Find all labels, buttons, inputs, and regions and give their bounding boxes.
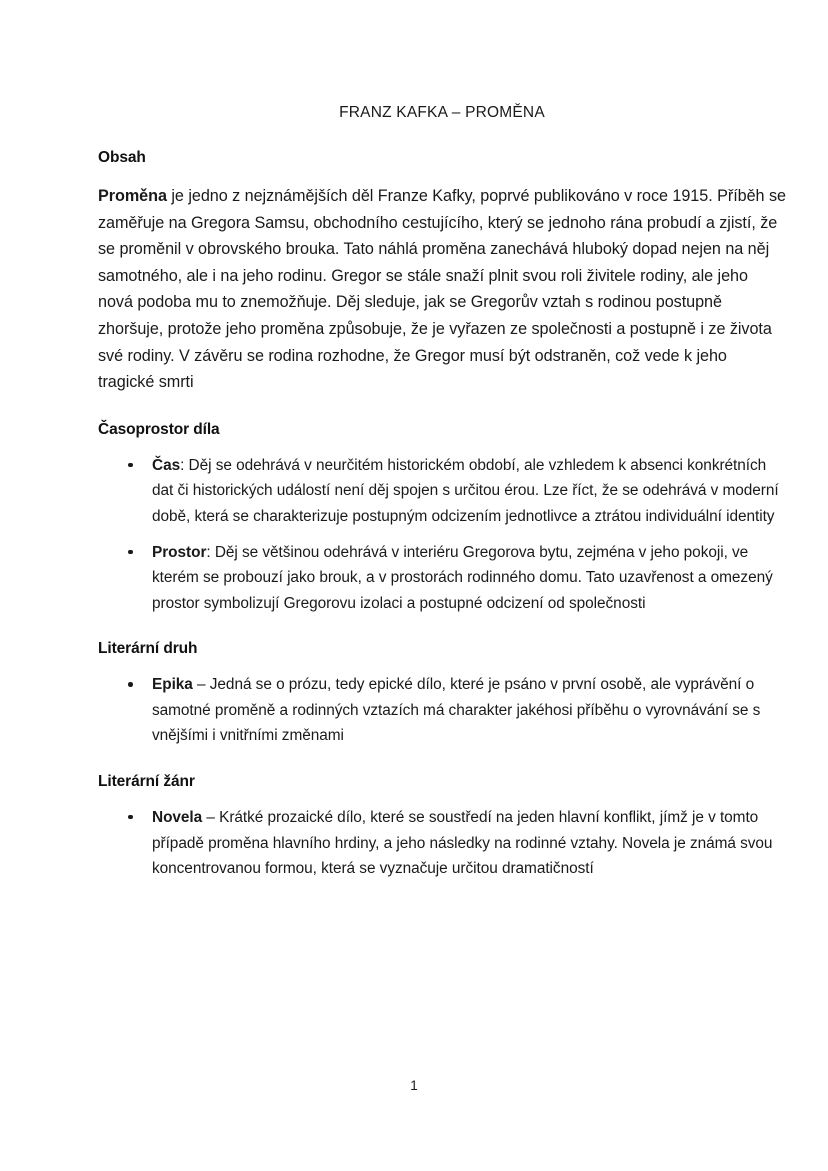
paragraph-obsah — [98, 169, 786, 396]
bullet-dot-icon — [128, 550, 133, 555]
paragraph-lead-bold: Proměna — [98, 187, 167, 206]
bullet-list-literarni-druh — [98, 660, 786, 749]
list-item — [98, 672, 786, 749]
list-item-text: : Děj se většinou odehrává v interiéru Gregorova bytu, zejména v jeho pokoji, ve kterém se probouzí jako brouk, a v prostorách rodinného domu. Tato uzavřenost a omezený prostor symbolizují Gregorovu izolaci a postupné odcizení od společnosti — [152, 543, 773, 612]
bullet-list-literarni-zanr — [98, 793, 786, 882]
paragraph-body-text: je jedno z nejznámějších děl Franze Kafky, poprvé publikováno v roce 1915. Příběh se zaměřuje na Gregora Samsu, obchodního cestujícího, který se jednoho rána probudí a zjistí, že se proměnil v obrovského brouka. Tato náhlá proměna zanechává hluboký dopad nejen na něj samotného, ale i na jeho rodinu. Gregor se stále snaží plnit svou roli živitele rodiny, ale jeho nová podoba mu to znemožňuje. Děj sleduje, jak se Gregorův vztah s rodinou postupně zhoršuje, protože jeho proměna způsobuje, že je vyřazen ze společnosti a postupně i ze života své rodiny. V závěru se rodina rozhodne, že Gregor musí být odstraněn, což vede k jeho tragické smrti — [98, 187, 786, 392]
list-item — [98, 453, 786, 530]
bullet-dot-icon — [128, 463, 133, 468]
list-item — [98, 805, 786, 882]
section-heading-obsah: Obsah — [98, 149, 146, 167]
list-item-term: Novela — [152, 808, 203, 826]
bullet-dot-icon — [128, 815, 133, 820]
page-title: FRANZ KAFKA – PROMĚNA — [339, 104, 545, 121]
list-item-term: Epika — [152, 676, 193, 694]
list-item-text: : Děj se odehrává v neurčitém historickém období, ale vzhledem k absenci konkrétních dat či historických událostí není děj spojen s určitou érou. Lze říct, že se odehrává v moderní době, která se charakterizuje postupným odcizením jednotlivce a ztrátou individuální identity — [152, 456, 779, 525]
page-number: 1 — [410, 1078, 418, 1093]
section-heading-literarni-zanr: Literární žánr — [98, 773, 195, 790]
list-item-term: Prostor — [152, 543, 207, 561]
section-heading-casoprostor: Časoprostor díla — [98, 420, 220, 438]
list-item-text: – Krátké prozaické dílo, které se soustředí na jeden hlavní konflikt, jímž je v tomto případě proměna hlavního hrdiny, a jeho následky na rodinné vztahy. Novela je známá svou koncentrovanou formou, která se vyznačuje určitou dramatičností — [152, 808, 773, 878]
document-content — [98, 0, 786, 882]
list-item-term: Čas — [152, 456, 181, 474]
list-item — [98, 540, 786, 617]
bullet-dot-icon — [128, 682, 133, 687]
section-heading-literarni-druh: Literární druh — [98, 640, 198, 658]
bullet-list-casoprostor — [98, 441, 786, 617]
list-item-text: – Jedná se o prózu, tedy epické dílo, které je psáno v první osobě, ale vyprávění o samotné proměně a rodinných vztazích má charakter jakéhosi příběhu o vyrovnávání se s vnějšími i vnitřními změnami — [152, 676, 761, 745]
